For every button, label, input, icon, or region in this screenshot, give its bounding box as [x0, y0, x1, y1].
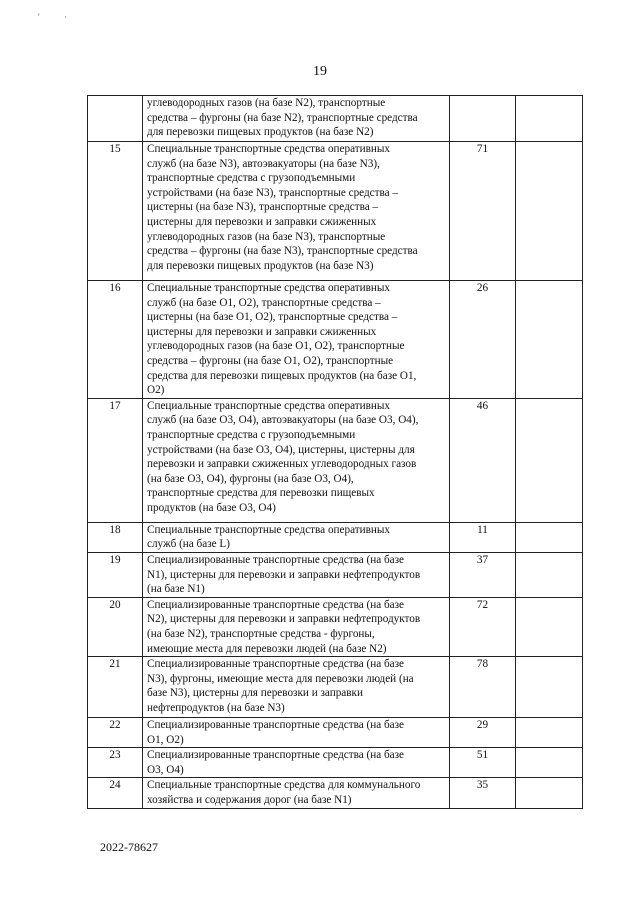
vehicle-description-cell: Специализированные транспортные средства (на базе N3), фургоны, имеющие места для перевозки людей (на базе N3), цистерны для перевозки и заправки нефтепродуктов (на базе N3): [143, 657, 450, 718]
row-number-cell: 23: [88, 748, 143, 778]
value-cell: 11: [450, 522, 516, 552]
extra-cell: [516, 522, 583, 552]
row-number-cell: [88, 96, 143, 142]
value-cell: 46: [450, 398, 516, 522]
value-cell: 51: [450, 748, 516, 778]
vehicle-description-cell: Специализированные транспортные средства (на базе O3, O4): [143, 748, 450, 778]
row-number-cell: 21: [88, 657, 143, 718]
row-number-cell: 16: [88, 281, 143, 399]
extra-cell: [516, 597, 583, 656]
document-number: 2022-78627: [100, 840, 158, 854]
row-number-cell: 24: [88, 778, 143, 808]
extra-cell: [516, 96, 583, 142]
extra-cell: [516, 748, 583, 778]
row-number-cell: 19: [88, 552, 143, 597]
vehicle-description-cell: углеводородных газов (на базе N2), транспортные средства – фургоны (на базе N2), транспортные средства для перевозки пищевых продуктов (на базе N2): [143, 96, 450, 142]
table-row: [88, 522, 583, 552]
vehicle-description-cell: Специальные транспортные средства для коммунального хозяйства и содержания дорог (на базе N1): [143, 778, 450, 808]
value-cell: 35: [450, 778, 516, 808]
vehicle-description-cell: Специализированные транспортные средства (на базе N1), цистерны для перевозки и заправки нефтепродуктов (на базе N1): [143, 552, 450, 597]
table-row: [88, 597, 583, 656]
table-row: [88, 718, 583, 748]
extra-cell: [516, 778, 583, 808]
vehicle-description-cell: Специализированные транспортные средства (на базе N2), цистерны для перевозки и заправки нефтепродуктов (на базе N2), транспортные средства - фургоны, имеющие места для перевозки людей (на базе N2): [143, 597, 450, 656]
table-row: [88, 398, 583, 522]
extra-cell: [516, 718, 583, 748]
row-number-cell: 17: [88, 398, 143, 522]
value-cell: 26: [450, 281, 516, 399]
vehicle-description-cell: Специальные транспортные средства оперативных служб (на базе O3, O4), автоэвакуаторы (на базе O3, O4), транспортные средства с грузоподъемными устройствами (на базе O3, O4), цистерны, цистерны для перевозки и заправки сжиженных углеводородных газов (на базе O3, O4), фургоны (на базе O3, O4), транспортные средства для перевозки пищевых продуктов (на базе O3, O4): [143, 398, 450, 522]
page-number: 19: [313, 64, 327, 79]
table-row: [88, 748, 583, 778]
scan-mark-right: ·: [64, 12, 67, 22]
extra-cell: [516, 657, 583, 718]
scan-mark-left: ': [38, 12, 40, 22]
table-body: [88, 96, 583, 809]
value-cell: 78: [450, 657, 516, 718]
table-row: [88, 778, 583, 808]
table-row: [88, 657, 583, 718]
extra-cell: [516, 552, 583, 597]
table-row: [88, 552, 583, 597]
vehicle-description-cell: Специальные транспортные средства оперативных служб (на базе L): [143, 522, 450, 552]
extra-cell: [516, 398, 583, 522]
extra-cell: [516, 281, 583, 399]
table-row: [88, 96, 583, 142]
row-number-cell: 22: [88, 718, 143, 748]
value-cell: 71: [450, 142, 516, 281]
row-number-cell: 20: [88, 597, 143, 656]
row-number-cell: 18: [88, 522, 143, 552]
table-row: [88, 281, 583, 399]
vehicle-description-cell: Специальные транспортные средства оперативных служб (на базе N3), автоэвакуаторы (на базе N3), транспортные средства с грузоподъемными устройствами (на базе N3), транспортные средства – цистерны (на базе N3), транспортные средства – цистерны для перевозки и заправки сжиженных углеводородных газов (на базе N3), транспортные средства – фургоны (на базе N3), транспортные средства для перевозки пищевых продуктов (на базе N3): [143, 142, 450, 281]
value-cell: 37: [450, 552, 516, 597]
value-cell: 72: [450, 597, 516, 656]
vehicle-description-cell: Специализированные транспортные средства (на базе O1, O2): [143, 718, 450, 748]
value-cell: 29: [450, 718, 516, 748]
extra-cell: [516, 142, 583, 281]
vehicle-table: [87, 95, 583, 809]
value-cell: [450, 96, 516, 142]
table-row: [88, 142, 583, 281]
vehicle-description-cell: Специальные транспортные средства оперативных служб (на базе O1, O2), транспортные средства – цистерны (на базе O1, O2), транспортные средства – цистерны для перевозки и заправки сжиженных углеводородных газов (на базе O1, O2), транспортные средства – фургоны (на базе O1, O2), транспортные средства для перевозки пищевых продуктов (на базе O1, O2): [143, 281, 450, 399]
row-number-cell: 15: [88, 142, 143, 281]
